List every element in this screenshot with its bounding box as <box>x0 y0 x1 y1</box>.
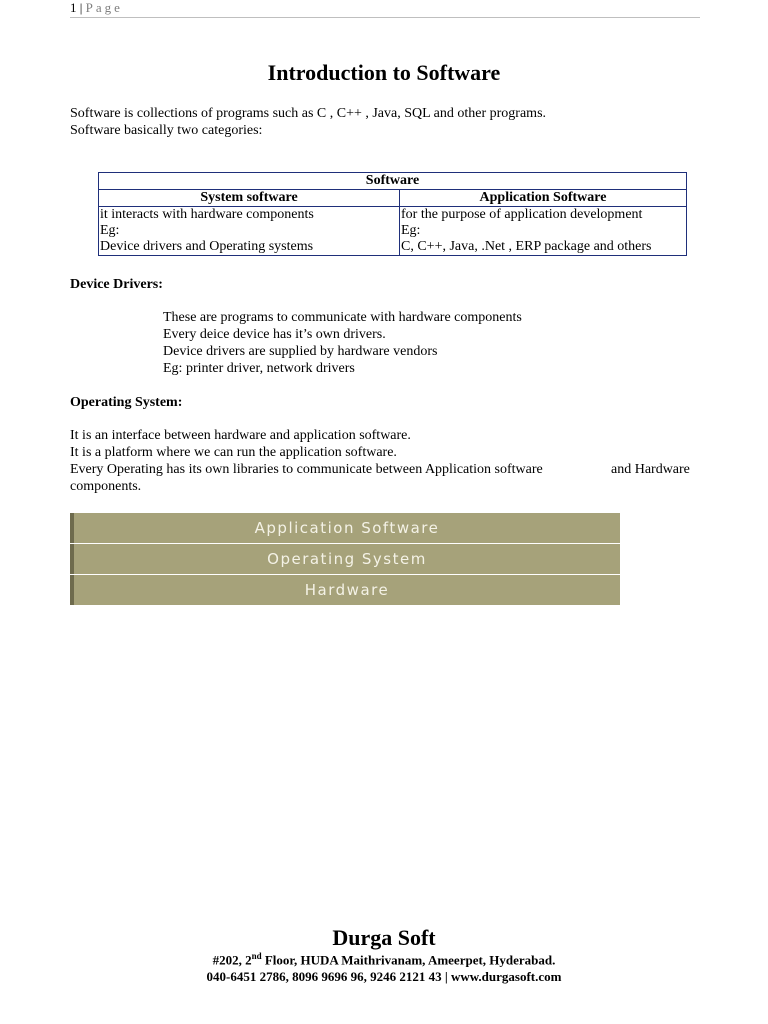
device-drivers-line: Eg: printer driver, network drivers <box>163 361 355 376</box>
page-header <box>70 0 700 18</box>
os-line: components. <box>70 479 142 494</box>
page-number: 1 <box>70 0 77 15</box>
table-cell: Device drivers and Operating systems <box>99 239 400 256</box>
table-cell: for the purpose of application development <box>400 207 687 224</box>
document-title: Introduction to Software <box>267 60 501 85</box>
intro-line-1: Software is collections of programs such as C , C++ , Java, SQL and other programs. <box>70 106 547 121</box>
footer-address <box>0 951 768 968</box>
footer-company: Durga Soft <box>332 925 436 950</box>
table-cell: Eg: <box>99 223 400 239</box>
os-line: It is an interface between hardware and application software. <box>70 428 411 443</box>
page-separator: | <box>79 0 83 15</box>
table-header-application: Application Software <box>400 190 687 207</box>
footer-address-sup: nd <box>251 951 262 961</box>
footer-address-suffix: Floor, HUDA Maithrivanam, Ameerpet, Hyderabad. <box>261 952 556 968</box>
page-word: Page <box>85 0 123 15</box>
device-drivers-heading: Device Drivers: <box>70 277 163 292</box>
software-table <box>98 172 687 256</box>
table-cell: Eg: <box>400 223 687 239</box>
os-line: and Hardware <box>611 462 690 477</box>
layer-operating-system: Operating System <box>70 544 620 574</box>
table-row <box>99 239 687 256</box>
table-cell: C, C++, Java, .Net , ERP package and others <box>400 239 687 256</box>
device-drivers-line: Device drivers are supplied by hardware vendors <box>163 344 438 359</box>
operating-system-heading: Operating System: <box>70 395 183 410</box>
os-line: It is a platform where we can run the application software. <box>70 445 397 460</box>
device-drivers-line: These are programs to communicate with hardware components <box>163 310 522 325</box>
table-row <box>99 223 687 239</box>
os-line: Every Operating has its own libraries to communicate between Application software <box>70 462 543 477</box>
table-header-system: System software <box>99 190 400 207</box>
footer-address-prefix: #202, 2 <box>212 952 252 968</box>
table-cell: it interacts with hardware components <box>99 207 400 224</box>
table-row <box>99 207 687 224</box>
table-caption: Software <box>99 173 687 190</box>
layer-application-software: Application Software <box>70 513 620 543</box>
layer-hardware: Hardware <box>70 575 620 605</box>
footer-contact: 040-6451 2786, 8096 9696 96, 9246 2121 43 | www.durgasoft.com <box>206 969 562 984</box>
software-layers-diagram <box>70 513 620 606</box>
intro-line-2: Software basically two categories: <box>70 123 263 138</box>
device-drivers-line: Every deice device has it’s own drivers. <box>163 327 386 342</box>
